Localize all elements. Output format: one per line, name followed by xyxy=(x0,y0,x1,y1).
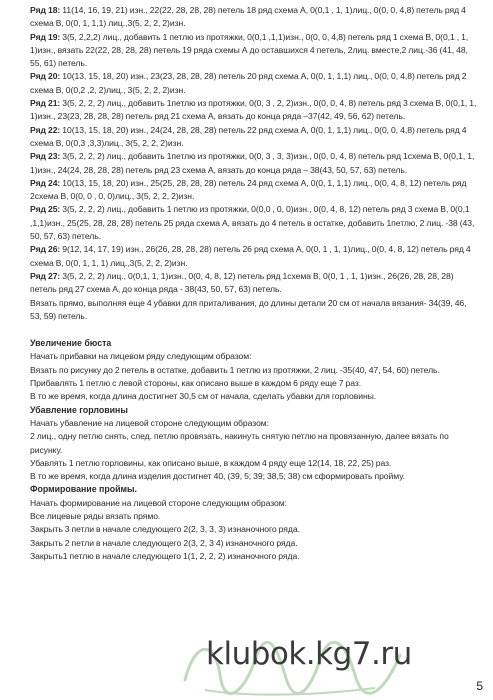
section-paragraph: 2 лиц., одну петлю снять, след. петлю провязать, накинуть снятую петлю на провязанную, далее вязать по рисунку. xyxy=(30,431,449,455)
section-paragraph: Убавлять 1 петлю горловины, как описано выше, в каждом 4 ряду еще 12(14, 18, 22, 25) раз. xyxy=(30,457,392,468)
pattern-row xyxy=(30,70,478,97)
row-label: Ряд 23: xyxy=(30,151,61,162)
row-text: 3(5, 2, 2, 2) лиц., 0(0,1, 1, 1)изн., 0(0, 4, 8, 12) петель ряд 1схема В, 0(0, 1 , 1, 1)изн., 26(26, 28, 28, 28) петель ряд 27 схема А, до конца ряда - 38(43, 50, 57, 63) петель. xyxy=(30,270,454,295)
rows-block xyxy=(30,4,478,297)
pattern-row xyxy=(30,4,478,31)
pattern-row xyxy=(30,150,478,177)
row-text: 9(12, 14, 17, 19) изн., 26(26, 28, 28, 28) петель 26 ряд схема А, 0(0, 1 , 1, 1)лиц., 0(0, 4, 8, 12) петель ряд 4 схема В, 0(0, 1, 1, 1) лиц.,3(5, 2, 2, 2)изн. xyxy=(30,244,471,268)
section-paragraph: Начать прибавки на лицевом ряду следующим образом: xyxy=(30,351,252,362)
section-paragraph: Закрыть 3 петли в начале следующего 2(2, 3, 3, 3) изнаночного ряда. xyxy=(30,524,300,535)
row-label: Ряд 20: xyxy=(30,71,61,82)
pattern-row xyxy=(30,270,478,297)
document-body xyxy=(30,4,478,563)
pattern-row xyxy=(30,177,478,204)
sections-block xyxy=(30,337,478,563)
pattern-row xyxy=(30,31,478,71)
section-paragraph: Закрыть 2 петли в начале следующего 2(3, 2, 3 4) изнаночного ряда. xyxy=(30,537,298,548)
section-heading: Увеличение бюста xyxy=(30,338,112,349)
row-label: Ряд 24: xyxy=(30,177,61,188)
row-text: 10(13, 15, 18, 20) изн., 25(25, 28, 28, 28) петель 24 ряд схема А, 0(0, 1, 1,1) лиц., 0(0, 4, 8, 12) петель ряд 2схема В, 0(0, 0 , 0, 0)лиц., 3(5, 2, 2, 2)изн. xyxy=(30,177,467,202)
pattern-row xyxy=(30,124,478,151)
pattern-row xyxy=(30,203,478,243)
section-paragraph: Начать формирование на лицевой стороне следующим образом: xyxy=(30,497,287,508)
spacer xyxy=(30,323,478,337)
section-paragraph: В то же время, когда длина изделия достигнет 40, (39, 5; 39; 38,5; 38) см сформировать пройму. xyxy=(30,471,405,482)
row-text: 10(13, 15, 18, 20) изн., 24(24, 28, 28, 28) петель 22 ряд схема А, 0(0, 1, 1,1) лиц., 0(0, 0, 4,8) петель ряд 4 схема В, 0(0,3 ,3,3)лиц., 3(5, 2, 2, 2)изн. xyxy=(30,124,467,148)
row-text: 3(5, 2, 2, 2) лиц., добавить 1петлю из протяжки, 0(0, 3 , 3, 3)изн., 0(0, 0, 4, 8) петель ряд 1схема В, 0(0,1, 1, 1)изн., 24(24, 28, 28, 28) петель ряд 23 схема А, вязать до конца ряда – 38(43, 50, 57, 63) петель. xyxy=(30,151,475,175)
row-text: 10(13, 15, 18, 20) изн., 23(23, 28, 28, 28) петель 20 ряд схема А, 0(0, 1, 1,1) лиц., 0(0, 0, 4,8) петель ряд 2 схема В, 0(0,2 ,2, 2)лиц., 3(5, 2, 2, 2)изн. xyxy=(30,71,467,95)
row-text: 3(5, 2,2,2) лиц., добавить 1 петлю из протяжки, 0(0,1 ,1,1)изн., 0(0, 0, 4,8) петель ряд 1 схема В, 0(0,1 , 1, 1)изн., вязать 22(22, 28, 28, 28) петель 19 ряда схемы А до оставшихся 4 петель, 2лиц. вместе,2 лиц.-36 (41, 48, 55, 61) петель. xyxy=(30,31,469,69)
row-text: 11(14, 16, 19, 21) изн., 22(22, 28, 28, 28) петель 18 ряд схема А, 0(0,1 , 1, 1)лиц., 0(0, 0, 4,8) петель ряд 4 схема В, 0(0, 1, 1,1) лиц.,3(5, 2, 2, 2)изн. xyxy=(30,5,466,29)
section-paragraph: В то же время, когда длина достигнет 30,5 см от начала, сделать убавки для горловины. xyxy=(30,391,377,402)
pattern-row xyxy=(30,97,478,124)
row-label: Ряд 21: xyxy=(30,98,61,109)
pattern-row xyxy=(30,243,478,270)
section-paragraph: Вязать по рисунку до 2 петель в остатке, добавить 1 петлю из протяжки, 2 лиц. -35(40, 47, 54, 60) петель. xyxy=(30,364,440,375)
page-number: 5 xyxy=(476,679,483,693)
section-paragraph: Все лицевые ряды вязать прямо. xyxy=(30,510,161,521)
section-heading: Убавление горловины xyxy=(30,404,128,415)
row-label: Ряд 18: xyxy=(30,5,61,15)
section-paragraph: Закрыть1 петлю в начале следующего 1(1, 2, 2, 2) изнаночного ряда. xyxy=(30,550,300,561)
section-heading: Формирование проймы. xyxy=(30,484,137,495)
after-rows-paragraph: Вязать прямо, выполняя еще 4 убавки для приталивания, до длины детали 20 см от начала вязания- 34(39, 46, 53, 59) петель. xyxy=(30,297,467,321)
row-label: Ряд 26: xyxy=(30,244,61,255)
row-label: Ряд 27: xyxy=(30,270,61,281)
row-label: Ряд 22: xyxy=(30,124,61,135)
row-label: Ряд 19: xyxy=(30,31,61,42)
section-paragraph: Начать убавление на лицевой стороне следующим образом: xyxy=(30,417,270,428)
watermark-url: klubok.kg7.ru xyxy=(206,636,412,672)
row-text: 3(5, 2, 2, 2) лиц., добавить 1петлю из протяжки, 0(0, 3 , 2, 2)изн., 0(0, 0, 4, 8) петель ряд 3 схема В, 0(0,1, 1, 1)изн., 23(23, 28, 28, 28) петель ряд 21 схема А, вязать до конца ряда –37(42, 49, 56, 62) петель. xyxy=(30,98,477,122)
row-label: Ряд 25: xyxy=(30,204,61,215)
section-paragraph: Прибавлять 1 петлю с левой стороны, как описано выше в каждом 6 ряду еще 7 раз. xyxy=(30,378,362,389)
row-text: 3(5, 2, 2, 2) лиц., добавить 1 петлю из протяжки, 0(0,0 , 0, 0)изн., 0(0, 4, 8, 12) петель ряд 3 схема В, 0(0,1 ,1,1)изн., 25(25, 28, 28, 28) петель 25 ряда схема А, вязать до 4 петель в остатке, добавить 1петлю, 2 лиц. -38 (43, 50, 57, 63) петель. xyxy=(30,204,475,242)
